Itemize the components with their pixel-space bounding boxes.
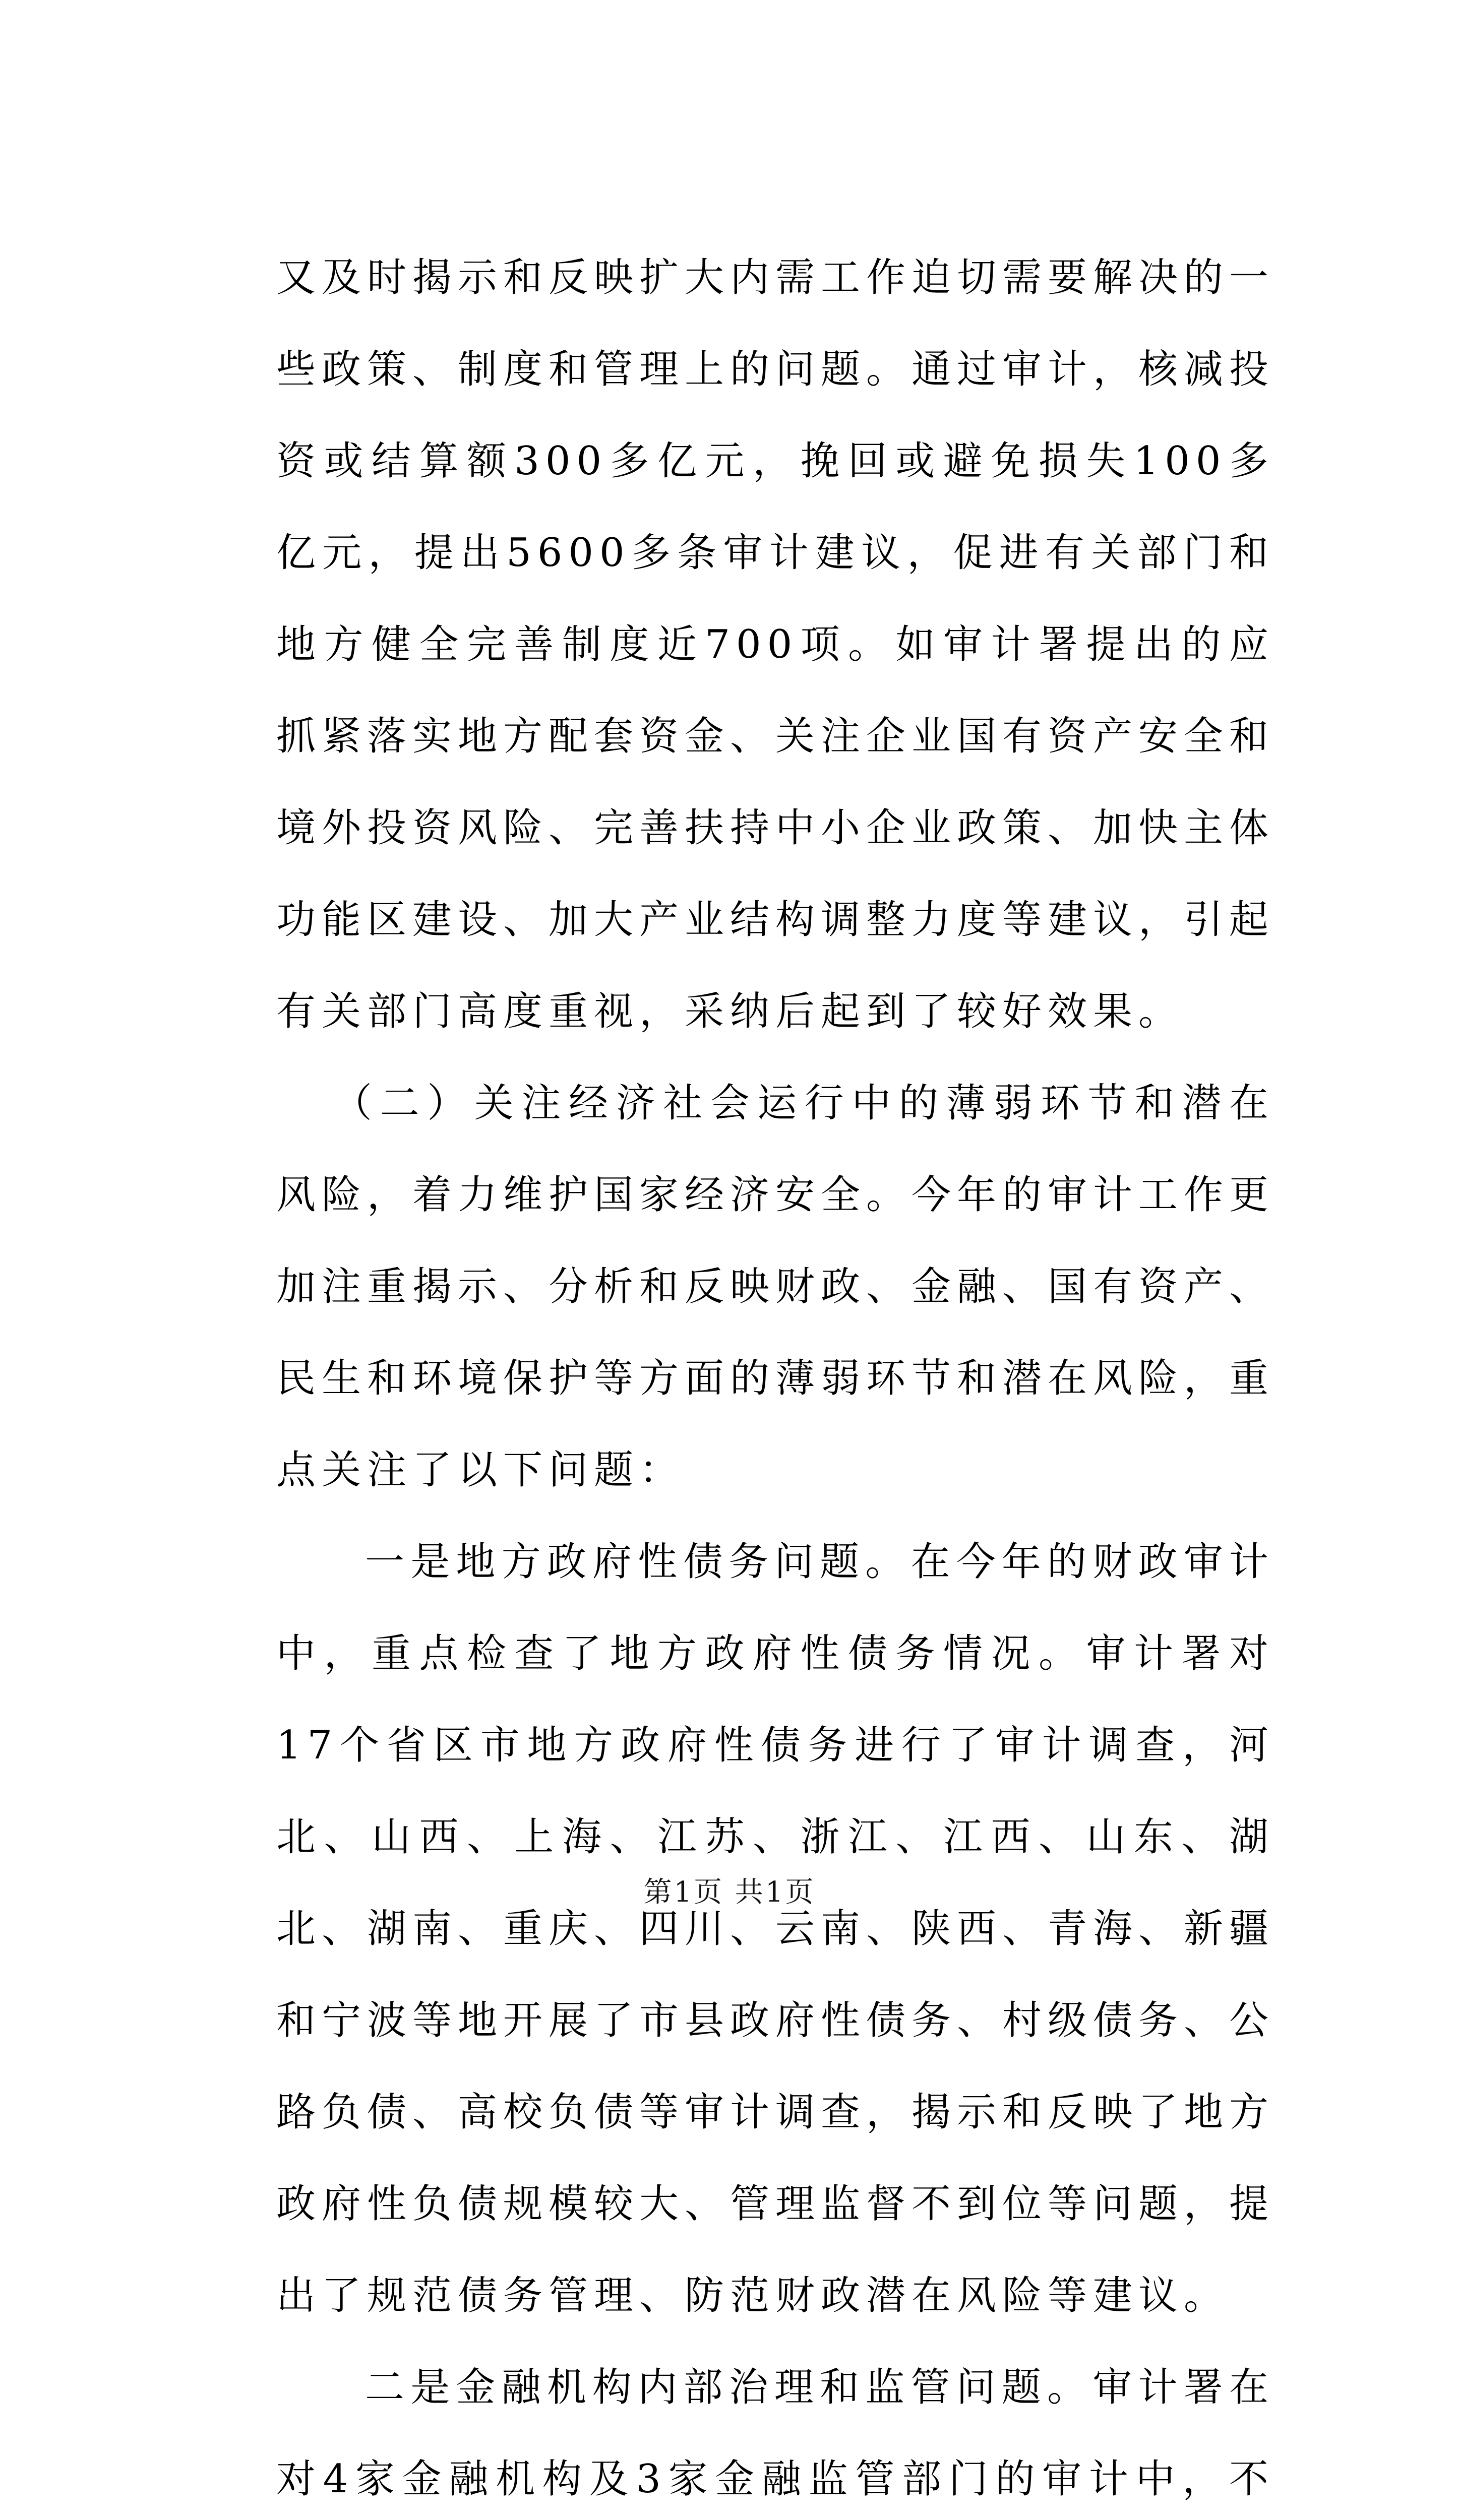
page-number-footer: 第1页 共1页 [643, 1876, 816, 1909]
document-body [276, 232, 1274, 2520]
paragraph-continuation: 又及时揭示和反映扩大内需工作迫切需要解决的一些政策、制度和管理上的问题。通过审计，核减投资或结算额300多亿元，挽回或避免损失100多亿元，提出5600多条审计建议，促进有关部门和地方健全完善制度近700项。如审计署提出的应抓紧落实地方配套资金、关注企业国有资产安全和境外投资风险、完善扶持中小企业政策、加快主体功能区建设、加大产业结构调整力度等建议，引起有关部门高度重视，采纳后起到了较好效果。 [276, 255, 1275, 1034]
paragraph-local-government-debt: 一是地方政府性债务问题。在今年的财政审计中，重点检查了地方政府性债务情况。审计署对17个省区市地方政府性债务进行了审计调查，河北、山西、上海、江苏、浙江、江西、山东、湖北、湖南、重庆、四川、云南、陕西、青海、新疆和宁波等地开展了市县政府性债务、村级债务、公路负债、高校负债等审计调查，揭示和反映了地方政府性负债规模较大、管理监督不到位等问题，提出了规范债务管理、防范财政潜在风险等建议。 [276, 1539, 1275, 2318]
paragraph-financial-institutions: 二是金融机构内部治理和监管问题。审计署在对4家金融机构及3家金融监管部门的审计中，不 [276, 2365, 1274, 2502]
paragraph-section-two-heading: （二）关注经济社会运行中的薄弱环节和潜在风险，着力维护国家经济安全。今年的审计工作更加注重揭示、分析和反映财政、金融、国有资产、民生和环境保护等方面的薄弱环节和潜在风险，重点关注了以下问题： [276, 1081, 1275, 1493]
